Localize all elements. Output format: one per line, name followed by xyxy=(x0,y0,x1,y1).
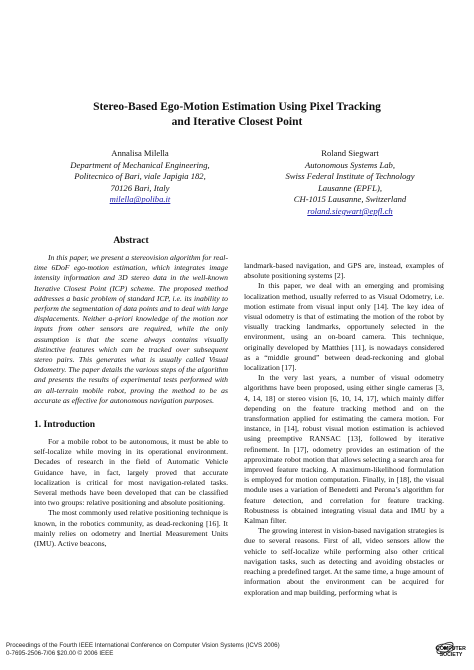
body-paragraph: The growing interest in vision-based navigation strategies is due to several reasons. First of all, video sensors allow the vehicle to self-localize while performing also other critical navigation tasks, such as detecting and avoiding obstacles or reaching a predefined target. At the same time, a huge amount of information about the environment can be acquired for exploration and map building, performing what is xyxy=(244,526,444,597)
author-block-2 xyxy=(250,148,450,218)
author-affiliation: CH-1015 Lausanne, Switzerland xyxy=(293,194,407,205)
section-heading-introduction: 1. Introduction xyxy=(34,420,96,431)
logo-line-1: COMPUTER xyxy=(436,646,466,652)
right-column xyxy=(244,261,444,598)
page-footer xyxy=(0,642,400,659)
author-name: Annalisa Milella xyxy=(111,148,169,158)
paper-title xyxy=(60,100,414,130)
ieee-computer-society-logo-icon xyxy=(420,636,470,668)
abstract-text: In this paper, we present a stereovision algorithm for real-time 6DoF ego-motion estimation, which integrates image intensity information and 3D stereo data in the well-known Iterative Closest Point (ICP) scheme. The proposed method addresses a basic problem of standard ICP, i.e. its inability to perform the segmentation of data points and to deal with large displacements. Neither a-priori knowledge of the motion nor inputs from other sensors are required, while the only assumption is that the scene always contains visually distinctive features which can be tracked over subsequent stereo pairs. This generates what is usually called Visual Odometry. The paper details the various steps of the algorithm and presents the results of experimental tests performed with an all-terrain mobile robot, proving the method to be as accurate as effective for autonomous navigation purposes. xyxy=(34,253,228,405)
logo-wordmark xyxy=(432,646,470,658)
author-email-link[interactable]: milella@poliba.it xyxy=(109,194,171,205)
paper-title-line-1: Stereo-Based Ego-Motion Estimation Using Pixel Tracking xyxy=(93,101,381,113)
author-affiliation: Department of Mechanical Engineering, xyxy=(70,159,210,170)
author-name: Roland Siegwart xyxy=(321,148,379,158)
author-affiliation: Swiss Federal Institute of Technology xyxy=(285,171,415,182)
author-email-link[interactable]: roland.siegwart@epfl.ch xyxy=(307,205,393,216)
body-paragraph: For a mobile robot to be autonomous, it must be able to self-localize while moving in its operational environment. Decades of research in the field of Automatic Vehicle Guidance have, in fact, largely proved that accurate localization is critical for most navigation-related tasks. Several methods have been developed that can be classified into two groups: relative positioning and absolute positioning. xyxy=(34,437,228,508)
body-paragraph: In this paper, we deal with an emerging and promising localization method, usually referred to as Visual Odometry, i.e. motion estimate from visual input only [14]. The key idea of visual odometry is that of estimating the motion of the robot by visually tracking landmarks, opportunely selected in the environment, using an on-board camera. This technique, originally developed by Matthies [11], is nowadays considered as a “middle ground” between dead-reckoning and global localization [17]. xyxy=(244,281,444,373)
footer-copyright: 0-7695-2506-7/06 $20.00 © 2006 IEEE xyxy=(6,650,114,658)
left-column xyxy=(34,236,228,549)
author-affiliation: Autonomous Systems Lab, xyxy=(305,159,395,170)
footer-proceedings: Proceedings of the Fourth IEEE International Conference on Computer Vision Systems (ICVS 2006) xyxy=(6,642,280,649)
body-paragraph: landmark-based navigation, and GPS are, instead, examples of absolute positioning systems [2]. xyxy=(244,261,444,281)
logo-line-2: SOCIETY xyxy=(439,652,463,658)
abstract-heading: Abstract xyxy=(113,236,149,246)
author-affiliation: 70126 Bari, Italy xyxy=(110,182,170,193)
author-block-1 xyxy=(40,148,240,206)
author-affiliation: Lausanne (EPFL), xyxy=(318,182,382,193)
paper-title-line-2: and Iterative Closest Point xyxy=(171,116,303,128)
author-affiliation: Politecnico of Bari, viale Japigia 182, xyxy=(74,171,206,182)
body-paragraph: In the very last years, a number of visual odometry algorithms have been proposed, using either single cameras [3, 4, 14, 18] or stereo vision [6, 10, 14, 17], which mainly differ depending on the feature tracking method and on the transformation applied for estimating the camera motion. For instance, in [14], robust visual motion estimation is achieved using preemptive RANSAC [13], followed by iterative refinement. In [17], odometry provides an estimation of the approximate robot motion that allows selecting a search area for improved feature tracking. A maximum-likelihood formulation is employed for motion computation. Finally, in [18], the visual module uses a variation of Benedetti and Perona’s algorithm for feature detection, and correlation for feature tracking. Robustness is obtained integrating visual data and IMU by a Kalman filter. xyxy=(244,373,444,526)
body-paragraph: The most commonly used relative positioning technique is known, in the robotics community, as dead-reckoning [16]. It mainly relies on odometry and Inertial Measurement Units (IMU). Active beacons, xyxy=(34,508,228,549)
